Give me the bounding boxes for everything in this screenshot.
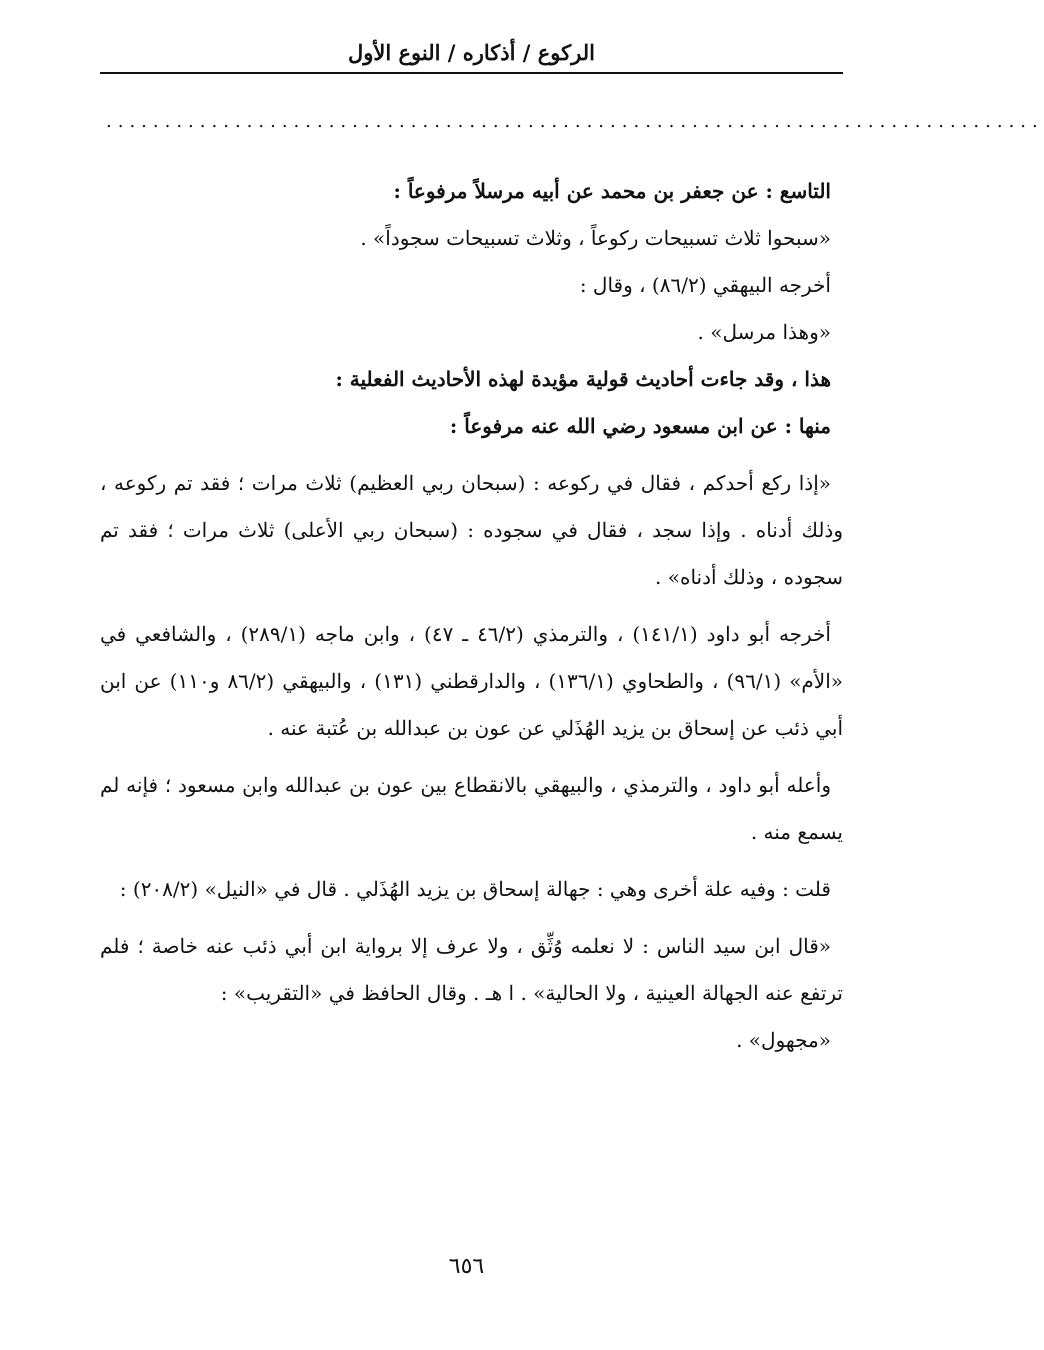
paragraph-illah-jahala: قلت : وفيه علة أخرى وهي : جهالة إسحاق بن يزيد الهُذَلي . قال في «النيل» (٢٠٨/٢) : xyxy=(119,877,831,901)
paragraph-illah-inqita: وأعله أبو داود ، والترمذي ، والبيهقي بالانقطاع بين عون بن عبدالله وابن مسعود ؛ فإنه لم يسمع منه . xyxy=(100,773,843,844)
dotted-separator: ................................................................................ xyxy=(106,111,1044,132)
running-header: الركوع / أذكاره / النوع الأول xyxy=(348,40,595,65)
paragraph-supporting-hadiths: هذا ، وقد جاءت أحاديث قولية مؤيدة لهذه الأحاديث الفعلية : xyxy=(335,367,831,391)
paragraph-ibn-masud: منها : عن ابن مسعود رضي الله عنه مرفوعاً : xyxy=(449,414,831,438)
paragraph-hadith-quote: «سبحوا ثلاث تسبيحات ركوعاً ، وثلاث تسبيحات سجوداً» . xyxy=(360,226,831,250)
paragraph-takhrij-list: أخرجه أبو داود (١٤١/١) ، والترمذي (٤٦/٢ ـ ٤٧) ، وابن ماجه (٢٨٩/١) ، والشافعي في «الأم» (٩٦/١) ، والطحاوي (١٣٦/١) ، والدارقطني (١٣١) ، والبيهقي (٨٦/٢ و١١٠) عن ابن أبي ذئب عن إسحاق بن يزيد الهُذَلي عن عون بن عبدالله بن عُتبة عنه . xyxy=(100,622,844,740)
page-number: ٦٥٦ xyxy=(448,1254,485,1279)
page-body xyxy=(100,168,843,1064)
paragraph-majhul: «مجهول» . xyxy=(736,1028,831,1052)
header-rule xyxy=(100,72,843,74)
paragraph-mursal-quote: «وهذا مرسل» . xyxy=(697,320,831,344)
paragraph-ninth-narration: التاسع : عن جعفر بن محمد عن أبيه مرسلاً مرفوعاً : xyxy=(393,179,831,203)
paragraph-takhrij-bayhaqi: أخرجه البيهقي (٨٦/٢) ، وقال : xyxy=(579,273,831,297)
paragraph-ibn-sayyid-quote: «قال ابن سيد الناس : لا نعلمه وُثِّق ، ولا عرف إلا برواية ابن أبي ذئب عنه خاصة ؛ فلم ترتفع عنه الجهالة العينية ، ولا الحالية» . ا هـ . وقال الحافظ في «التقريب» : xyxy=(100,934,843,1005)
paragraph-ibn-masud-hadith: «إذا ركع أحدكم ، فقال في ركوعه : (سبحان ربي العظيم) ثلاث مرات ؛ فقد تم ركوعه ، وذلك أدناه . وإذا سجد ، فقال في سجوده : (سبحان ربي الأعلى) ثلاث مرات ؛ فقد تم سجوده ، وذلك أدناه» . xyxy=(100,471,844,589)
